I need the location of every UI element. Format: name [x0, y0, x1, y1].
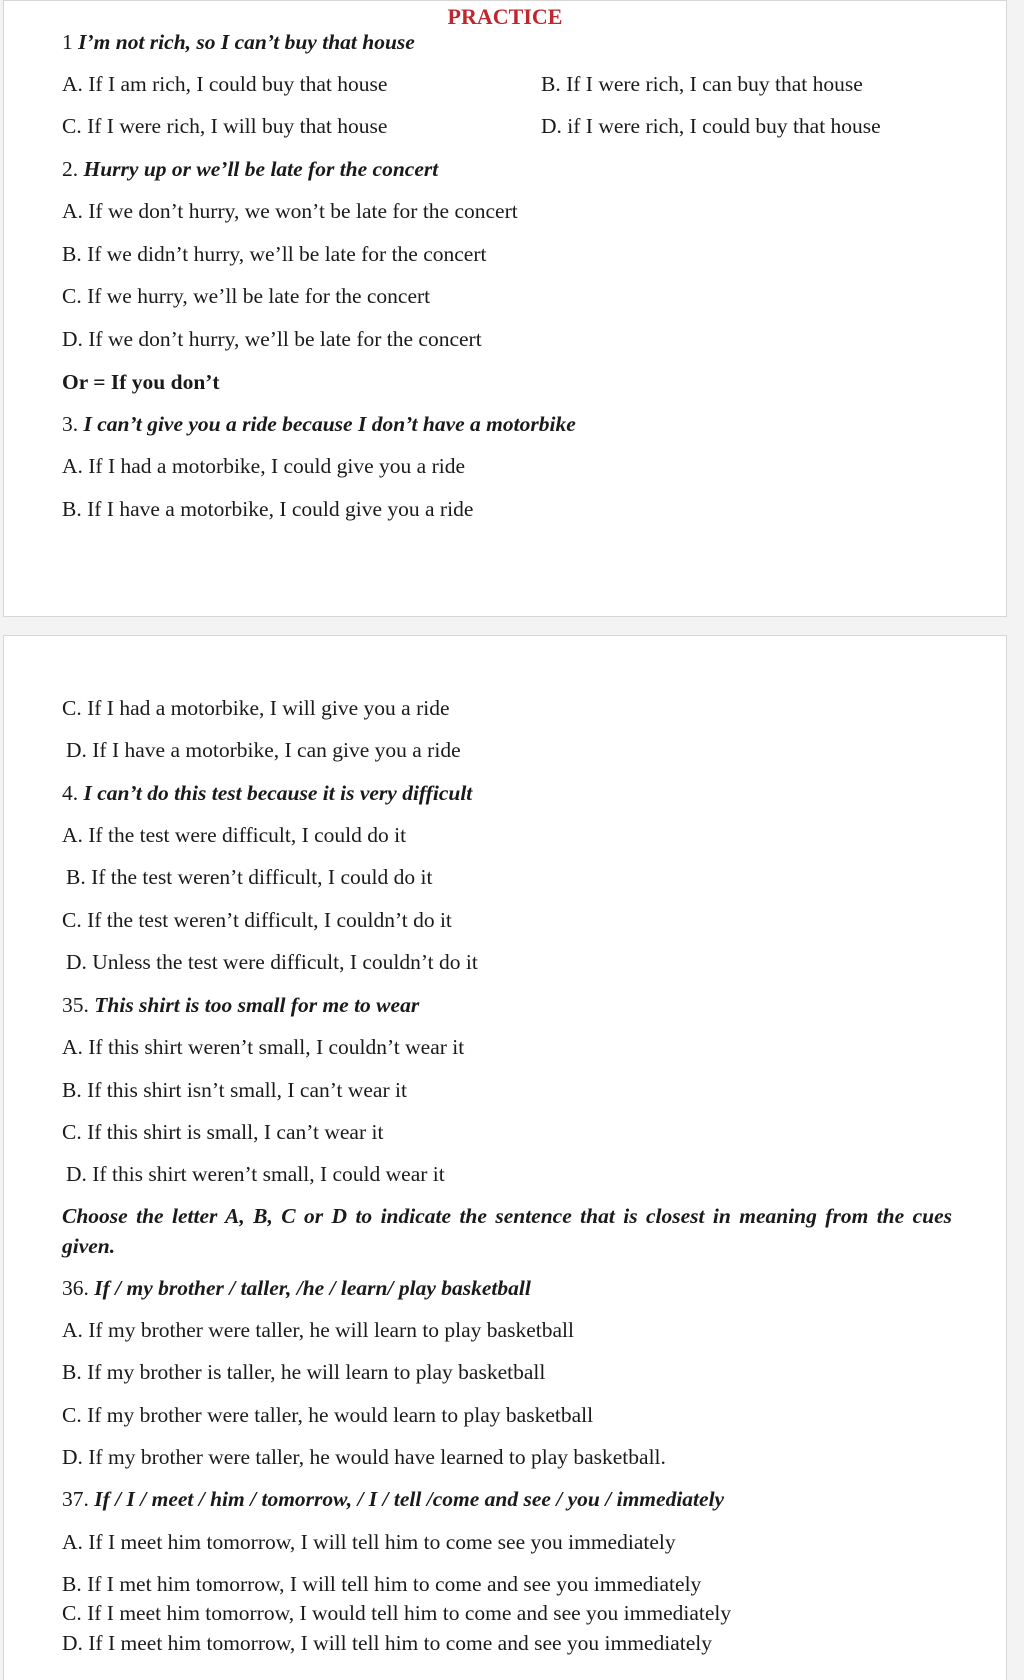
question-36-option-b[interactable]: B. If my brother is taller, he will learn to play basketball: [62, 1360, 546, 1384]
question-37-option-b[interactable]: B. If I met him tomorrow, I will tell him to come and see you immediately: [62, 1572, 702, 1596]
question-1-option-b[interactable]: B. If I were rich, I can buy that house: [541, 72, 863, 96]
question-3-option-b[interactable]: B. If I have a motorbike, I could give you a ride: [62, 497, 474, 521]
question-1-option-c[interactable]: C. If I were rich, I will buy that house: [62, 114, 388, 138]
question-35-option-b[interactable]: B. If this shirt isn’t small, I can’t wear it: [62, 1078, 407, 1102]
question-36-option-d[interactable]: D. If my brother were taller, he would have learned to play basketball.: [62, 1445, 666, 1469]
question-35-option-c[interactable]: C. If this shirt is small, I can’t wear it: [62, 1120, 384, 1144]
section-instruction: Choose the letter A, B, C or D to indicate the sentence that is closest in meaning from the cues given.: [62, 1204, 952, 1258]
question-35-stem: 35. This shirt is too small for me to wear: [62, 993, 420, 1017]
question-4-option-c[interactable]: C. If the test weren’t difficult, I couldn’t do it: [62, 908, 452, 932]
question-4-option-b[interactable]: B. If the test weren’t difficult, I could do it: [66, 865, 433, 889]
page-gutter: [1008, 0, 1024, 1680]
question-2-stem: 2. Hurry up or we’ll be late for the concert: [62, 157, 439, 181]
question-3-stem: 3. I can’t give you a ride because I don’t have a motorbike: [62, 412, 576, 436]
question-2-note: Or = If you don’t: [62, 370, 220, 394]
question-36-option-a[interactable]: A. If my brother were taller, he will learn to play basketball: [62, 1318, 574, 1342]
question-37-option-d[interactable]: D. If I meet him tomorrow, I will tell him to come and see you immediately: [62, 1631, 713, 1655]
question-2-option-a[interactable]: A. If we don’t hurry, we won’t be late for the concert: [62, 199, 518, 223]
question-37-option-c[interactable]: C. If I meet him tomorrow, I would tell him to come and see you immediately: [62, 1601, 732, 1625]
question-36-stem: 36. If / my brother / taller, /he / learn/ play basketball: [62, 1276, 531, 1300]
page-title: PRACTICE: [447, 4, 563, 29]
question-37-stem: 37. If / I / meet / him / tomorrow, / I / tell /come and see / you / immediately: [62, 1487, 725, 1511]
question-4-option-d[interactable]: D. Unless the test were difficult, I couldn’t do it: [66, 950, 478, 974]
question-35-option-d[interactable]: D. If this shirt weren’t small, I could wear it: [66, 1162, 445, 1186]
question-3-option-c[interactable]: C. If I had a motorbike, I will give you a ride: [62, 696, 450, 720]
question-3-option-d[interactable]: D. If I have a motorbike, I can give you a ride: [66, 738, 461, 762]
question-1-stem: 1 I’m not rich, so I can’t buy that house: [62, 30, 415, 54]
question-2-option-d[interactable]: D. If we don’t hurry, we’ll be late for the concert: [62, 327, 482, 351]
question-4-stem: 4. I can’t do this test because it is very difficult: [62, 781, 473, 805]
question-4-option-a[interactable]: A. If the test were difficult, I could do it: [62, 823, 407, 847]
question-37-option-a[interactable]: A. If I meet him tomorrow, I will tell him to come see you immediately: [62, 1530, 676, 1554]
question-2-option-b[interactable]: B. If we didn’t hurry, we’ll be late for the concert: [62, 242, 487, 266]
question-36-option-c[interactable]: C. If my brother were taller, he would learn to play basketball: [62, 1403, 594, 1427]
question-1-option-d[interactable]: D. if I were rich, I could buy that house: [541, 114, 881, 138]
question-3-option-a[interactable]: A. If I had a motorbike, I could give you a ride: [62, 454, 465, 478]
question-1-option-a[interactable]: A. If I am rich, I could buy that house: [62, 72, 388, 96]
question-35-option-a[interactable]: A. If this shirt weren’t small, I couldn’t wear it: [62, 1035, 465, 1059]
question-2-option-c[interactable]: C. If we hurry, we’ll be late for the concert: [62, 284, 431, 308]
